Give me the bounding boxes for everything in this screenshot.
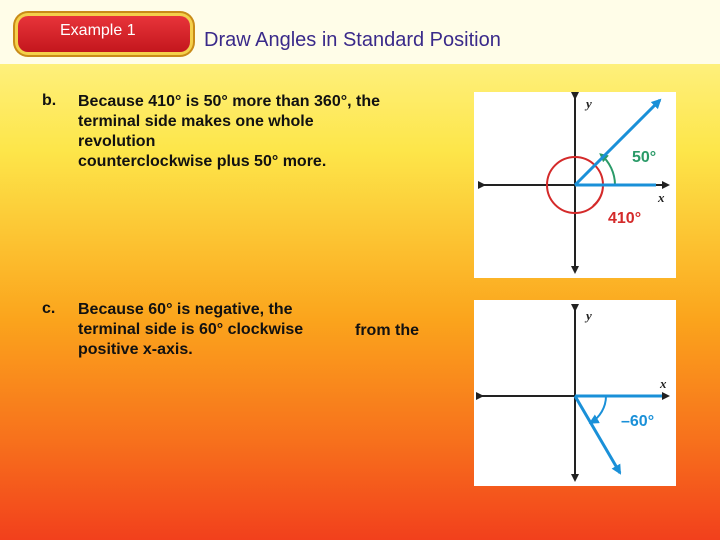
y-axis-label: y bbox=[586, 96, 592, 111]
y-axis-label: y bbox=[586, 308, 592, 323]
item-b-letter: b. bbox=[42, 92, 57, 109]
angle-label-410: 410° bbox=[608, 210, 642, 227]
item-c-text bbox=[78, 300, 303, 360]
x-axis-label: x bbox=[660, 376, 667, 391]
item-c-letter: c. bbox=[42, 300, 56, 317]
figure-410-panel bbox=[474, 92, 676, 278]
arc-neg60 bbox=[591, 396, 607, 423]
item-b-line: terminal side makes one whole bbox=[78, 113, 314, 130]
item-c-line: positive x-axis. bbox=[78, 341, 193, 358]
figure-neg60-panel bbox=[474, 300, 676, 486]
figure-neg60-svg bbox=[474, 300, 676, 486]
item-c-line: Because 60° is negative, the bbox=[78, 301, 293, 318]
item-b-line: Because 410° is 50° more than 360°, the bbox=[78, 93, 381, 110]
slide-title: Draw Angles in Standard Position bbox=[204, 29, 501, 51]
item-c-tail: from the bbox=[355, 322, 419, 339]
item-b-line: revolution bbox=[78, 133, 156, 150]
example-label: Example 1 bbox=[60, 22, 136, 39]
angle-label-neg60: –60° bbox=[621, 413, 655, 430]
item-b-text bbox=[78, 92, 380, 172]
item-c-line: terminal side is 60° clockwise bbox=[78, 321, 304, 338]
x-axis-label: x bbox=[658, 190, 665, 205]
item-b-line: counterclockwise plus 50° more. bbox=[78, 153, 327, 170]
figure-410-svg bbox=[474, 92, 676, 278]
terminal-ray bbox=[575, 100, 660, 185]
terminal-ray bbox=[575, 396, 620, 473]
angle-label-50: 50° bbox=[632, 149, 657, 166]
